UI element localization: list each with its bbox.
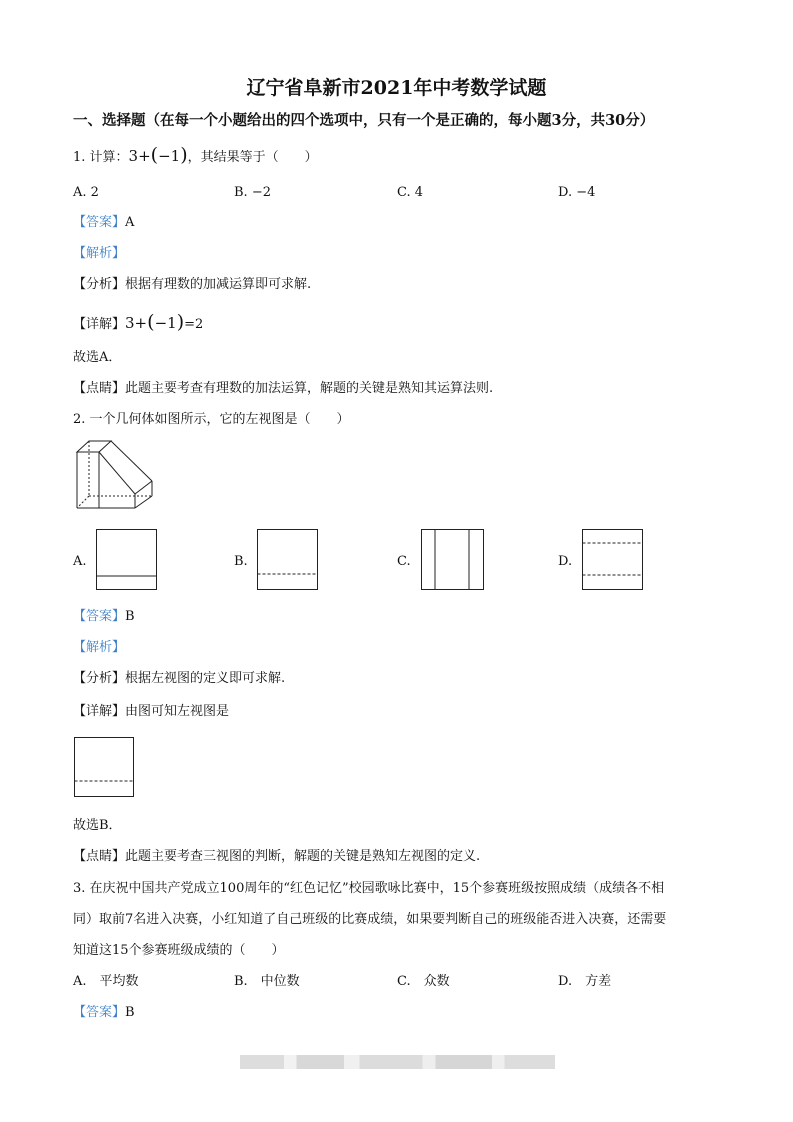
q1-expr-b: −1 [158, 147, 181, 165]
q2-option-a-label: A. [73, 554, 87, 569]
left-paren: ( [147, 311, 155, 333]
q2-note: 【点睛】此题主要考查三视图的判断，解题的关键是熟知左视图的定义. [73, 849, 481, 864]
q2-option-d-label: D. [558, 554, 573, 569]
q3-answer: B [125, 1005, 135, 1020]
q2-option-d-figure [582, 529, 644, 591]
q1-note: 【点睛】此题主要考查有理数的加法运算，解题的关键是熟知其运算法则. [73, 381, 494, 396]
q1-option-a: A. 2 [73, 185, 99, 200]
q1-detail-a: 3+ [125, 314, 148, 332]
q1-detail-b: −1 [154, 314, 177, 332]
q3-line-1: 3. 在庆祝中国共产党成立100周年的“红色记忆”校园歌咏比赛中，15个参赛班级按照成绩（成绩各不相 [73, 881, 665, 896]
q2-choose: 故选B． [73, 818, 122, 833]
geometry-solid-figure [76, 440, 156, 512]
q1-prefix: 1. 计算： [73, 150, 129, 165]
answer-label: 【答案】 [73, 1005, 126, 1020]
q1-option-b: B. −2 [234, 185, 271, 200]
q2-option-b-figure [257, 529, 319, 591]
q1-detail-c: =2 [184, 317, 204, 332]
q1-answer: A [125, 215, 135, 230]
q3-option-c: C. 众数 [397, 974, 450, 989]
q2-answer-figure [74, 737, 136, 799]
q2-option-c-label: C. [397, 554, 411, 569]
page-title: 辽宁省阜新市2021年中考数学试题 [246, 77, 547, 99]
q2-detail: 【详解】由图可知左视图是 [73, 704, 230, 719]
q2-fenxi: 【分析】根据左视图的定义即可求解. [73, 671, 286, 686]
question-2-stem: 2. 一个几何体如图所示，它的左视图是（ ） [73, 412, 350, 427]
q1-choose: 故选A． [73, 350, 122, 365]
right-paren: ) [180, 144, 188, 166]
right-paren: ) [176, 311, 185, 333]
q2-answer: B [125, 609, 135, 624]
q2-option-c-figure [421, 529, 485, 591]
answer-label: 【答案】 [73, 609, 126, 624]
q3-option-b: B. 中位数 [234, 974, 300, 989]
q1-expr-a: 3+ [128, 147, 151, 165]
answer-label: 【答案】 [73, 215, 126, 230]
q1-detail [73, 311, 204, 333]
footer-watermark [240, 1055, 555, 1069]
q1-fenxi: 【分析】根据有理数的加减运算即可求解. [73, 277, 312, 292]
q1-option-c: C. 4 [397, 185, 424, 200]
q3-line-3: 知道这15个参赛班级成绩的（ ） [73, 943, 285, 958]
q1-suffix: ，其结果等于（ ） [187, 150, 318, 165]
q3-line-2: 同）取前7名进入决赛，小红知道了自己班级的比赛成绩，如果要判断自己的班级能否进入决赛，还需要 [73, 912, 667, 927]
q2-analysis-label: 【解析】 [73, 640, 126, 655]
left-paren: ( [150, 144, 159, 166]
question-1-stem [73, 144, 318, 166]
detail-label: 【详解】 [73, 317, 126, 332]
q1-answer-row [73, 215, 134, 231]
q2-option-a-figure [96, 529, 158, 591]
q2-option-b-label: B. [234, 554, 248, 569]
q3-option-a: A. 平均数 [73, 974, 139, 989]
q2-answer-row [73, 609, 135, 625]
q1-analysis-label: 【解析】 [73, 246, 126, 261]
section-heading: 一、选择题（在每一个小题给出的四个选项中，只有一个是正确的，每小题3分，共30分） [73, 112, 655, 129]
q1-option-d: D. −4 [558, 185, 596, 200]
q3-option-d: D. 方差 [558, 974, 612, 989]
q3-answer-row [73, 1005, 135, 1021]
